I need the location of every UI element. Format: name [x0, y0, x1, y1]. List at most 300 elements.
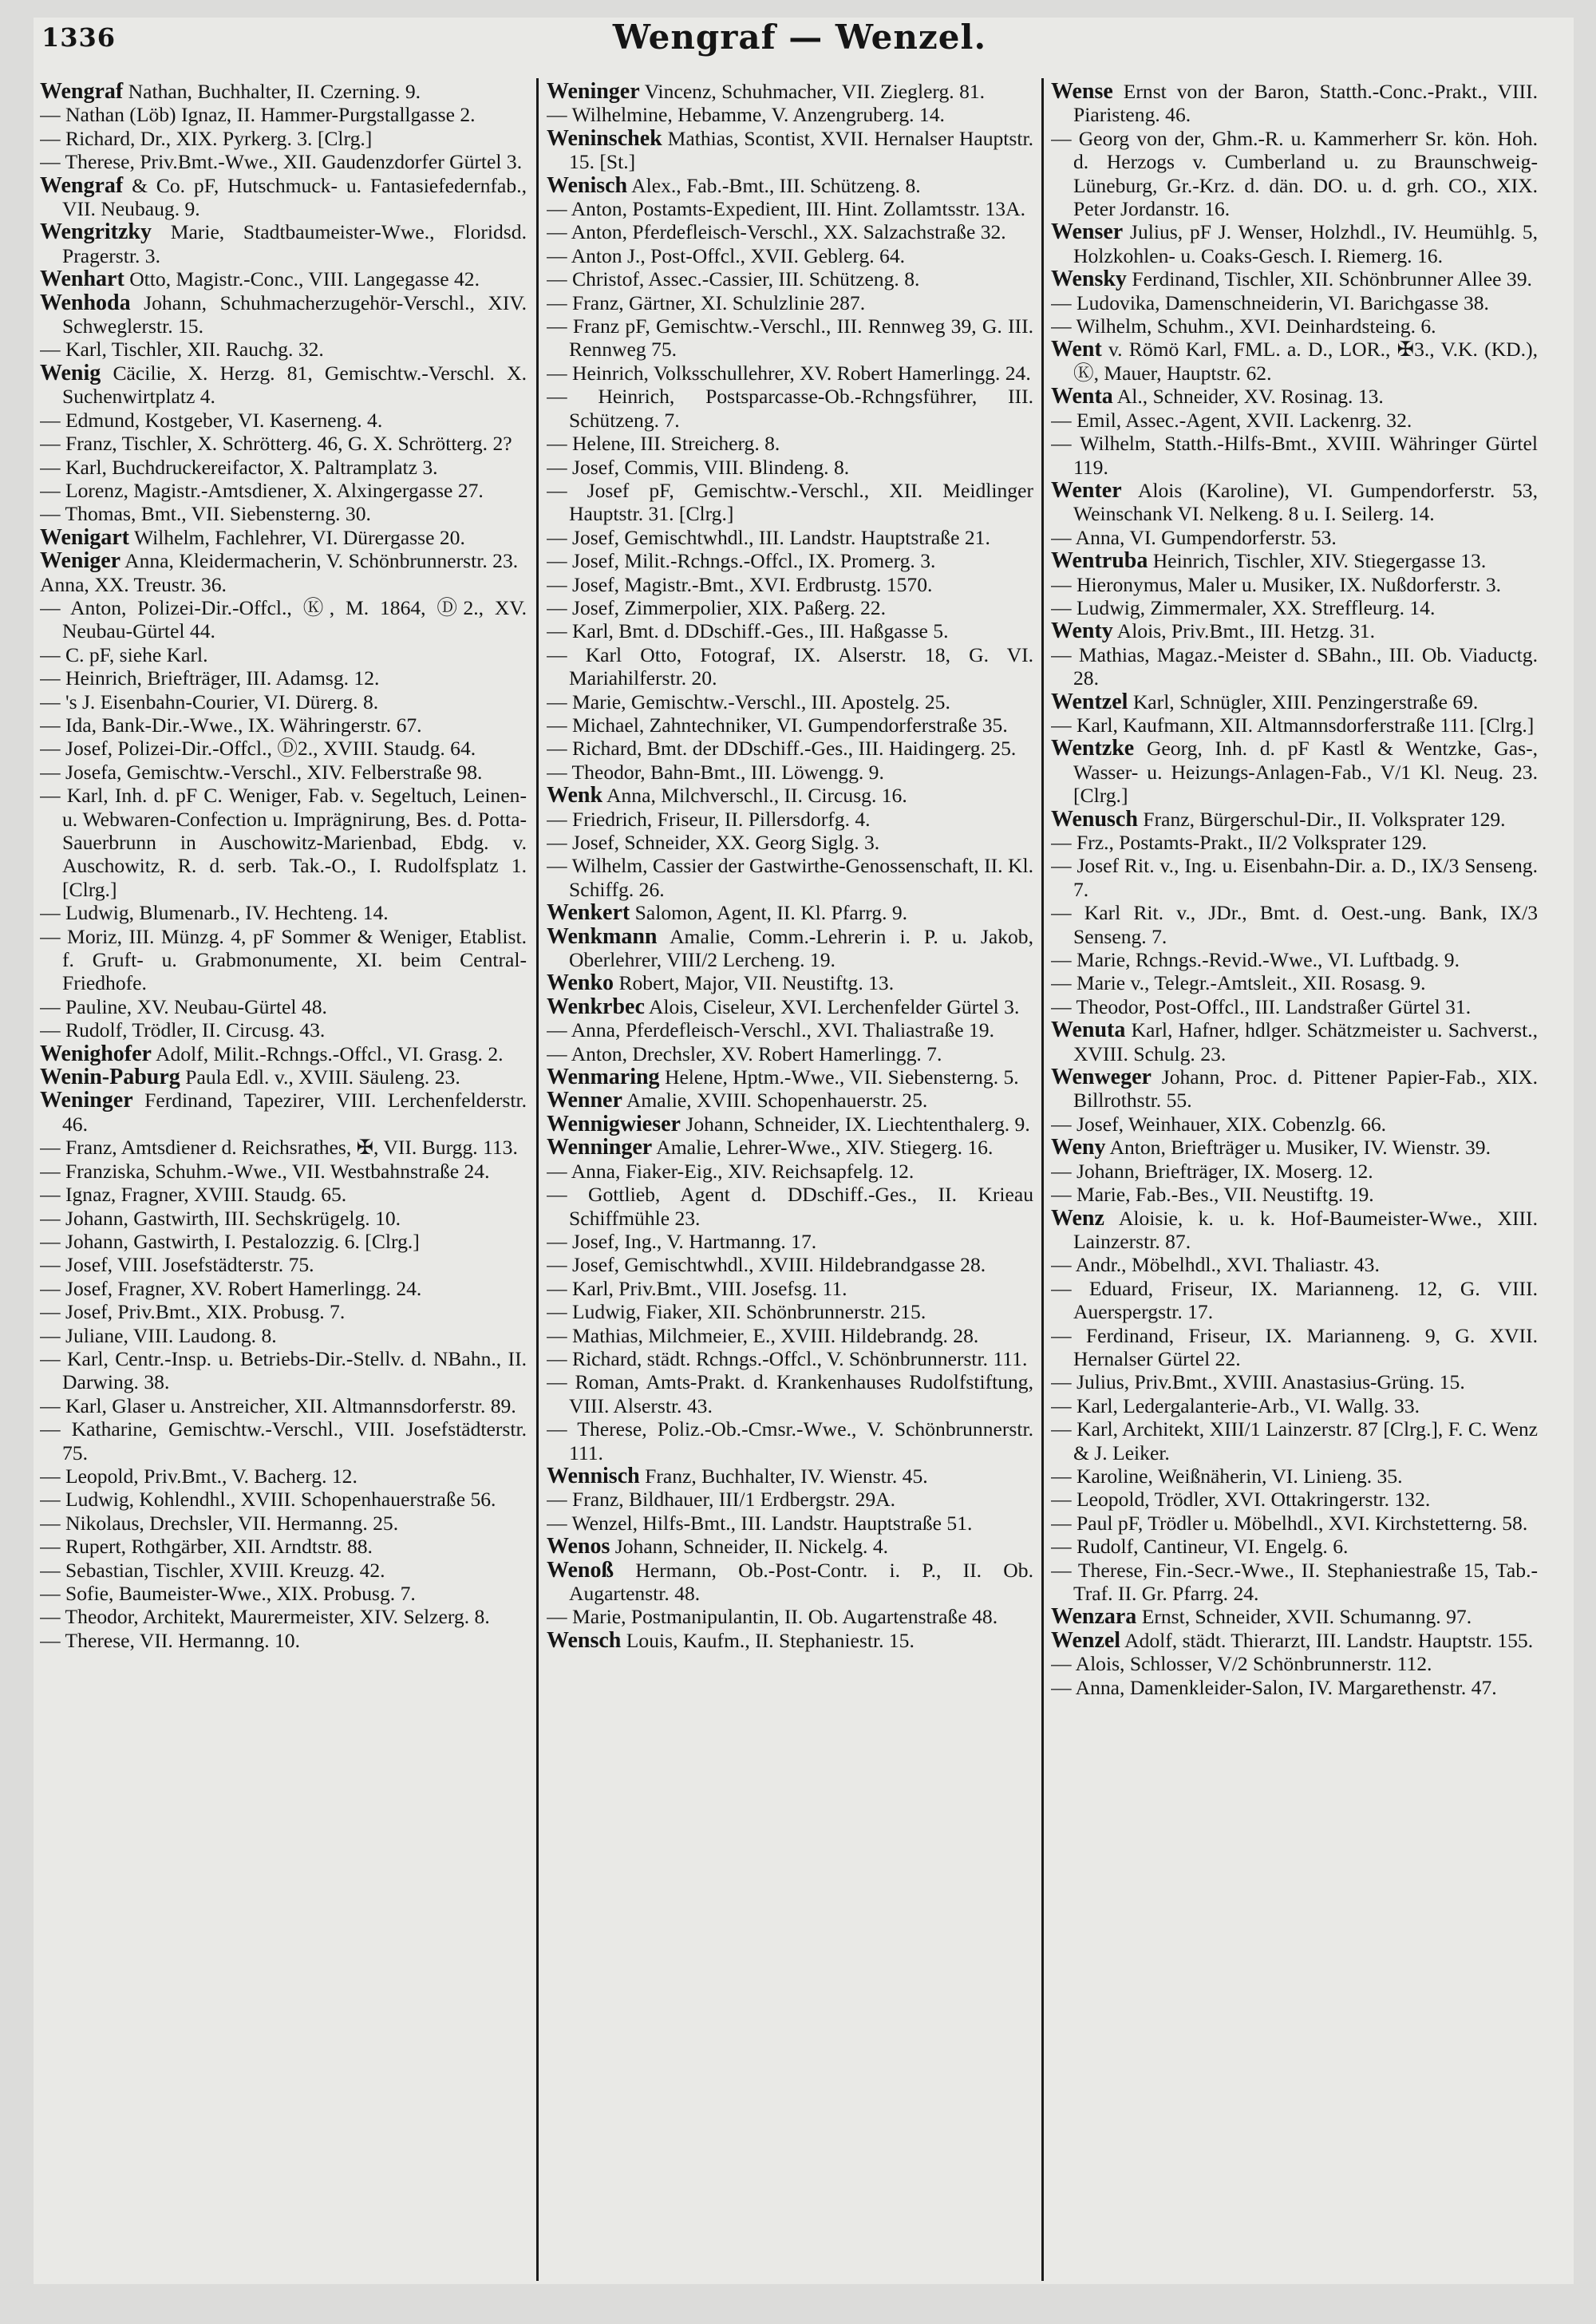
directory-entry: [40, 479, 527, 502]
directory-entry: [1051, 1183, 1538, 1206]
directory-entry: [1051, 291, 1538, 314]
entry-text: — Paul pF, Trödler u. Möbelhdl., XVI. Kirchstetterng. 58.: [1051, 1511, 1528, 1535]
entry-text: — Anton J., Post-Offcl., XVII. Geblerg. 64.: [547, 243, 906, 267]
directory-entry: [547, 1559, 1033, 1606]
entry-text: Louis, Kaufm., II. Stephaniestr. 15.: [626, 1628, 915, 1652]
entry-text: Wilhelm, Fachlehrer, VI. Dürergasse 20.: [133, 525, 465, 549]
directory-entry: [547, 1183, 1033, 1230]
directory-entry: [547, 1136, 1033, 1159]
entry-surname: Wenighofer: [40, 1041, 152, 1066]
directory-entry: [1051, 432, 1538, 479]
entry-text: — Lorenz, Magistr.-Amtsdiener, X. Alxingergasse 27.: [40, 478, 484, 502]
directory-entry: [547, 1160, 1033, 1183]
entry-text: — Franziska, Schuhm.-Wwe., VII. Westbahnstraße 24.: [40, 1159, 490, 1183]
directory-entry: [40, 925, 527, 995]
directory-entry: [1051, 831, 1538, 854]
entry-text: Anna, Milchverschl., II. Circusg. 16.: [606, 784, 907, 808]
entry-text: Alois (Karoline), VI. Gumpendorferstr. 53, Weinschank VI. Nelkeng. 8 u. I. Seilerg. 14.: [1073, 478, 1538, 526]
entry-text: v. Römö Karl, FML. a. D., LOR., ✠3., V.K. (KD.), Ⓚ, Mauer, Hauptstr. 62.: [1073, 338, 1538, 385]
directory-entry: [547, 619, 1033, 642]
entry-text: — Theodor, Bahn-Bmt., III. Löwengg. 9.: [547, 760, 884, 784]
entry-text: — Leopold, Priv.Bmt., V. Bacherg. 12.: [40, 1464, 358, 1488]
entry-text: — Anna, Fiaker-Eig., XIV. Reichsapfelg. 12.: [547, 1159, 915, 1183]
directory-entry: [40, 1559, 527, 1582]
directory-entry: [40, 1512, 527, 1535]
directory-entry: [547, 808, 1033, 831]
directory-entry: [1051, 1652, 1538, 1675]
entry-text: — Gottlieb, Agent d. DDschiff.-Ges., II. Krieau Schiffmühle 23.: [547, 1183, 1033, 1230]
entry-text: — Anton, Drechsler, XV. Robert Hamerlingg. 7.: [547, 1041, 942, 1065]
directory-entry: [547, 1300, 1033, 1323]
directory-entry: [547, 713, 1033, 737]
column-1: [40, 80, 527, 2279]
directory-entry: [1051, 1277, 1538, 1324]
entry-surname: Wenoß: [547, 1557, 614, 1583]
entry-text: — Wilhelm, Schuhm., XVI. Deinhardsteing. 6.: [1051, 314, 1436, 338]
entry-text: — Wilhelm, Statth.-Hilfs-Bmt., XVIII. Währinger Gürtel 119.: [1051, 432, 1538, 479]
entry-text: — Josefa, Gemischtw.-Verschl., XIV. Felberstraße 98.: [40, 760, 483, 784]
entry-surname: Wengraf: [40, 80, 124, 104]
directory-entry: [1051, 808, 1538, 831]
directory-entry: [40, 1277, 527, 1300]
entry-text: — Heinrich, Briefträger, III. Adamsg. 12.: [40, 666, 380, 690]
entry-text: — Karoline, Weißnäherin, VI. Linieng. 35.: [1051, 1464, 1403, 1488]
directory-entry: [40, 174, 527, 221]
entry-text: — Theodor, Architekt, Maurermeister, XIV. Selzerg. 8.: [40, 1605, 490, 1629]
entry-text: — Josef, Magistr.-Bmt., XVI. Erdbrustg. 1570.: [547, 572, 933, 596]
entry-surname: Wenkmann: [547, 923, 658, 949]
directory-entry: [547, 971, 1033, 994]
entry-surname: Wengraf: [40, 172, 124, 198]
directory-entry: [1051, 409, 1538, 432]
entry-text: Johann, Schuhmacherzugehör-Verschl., XIV. Schweglerstr. 15.: [62, 290, 527, 338]
entry-text: — Edmund, Kostgeber, VI. Kaserneng. 4.: [40, 408, 383, 432]
directory-entry: [547, 1417, 1033, 1464]
column-2: [547, 80, 1033, 2279]
entry-text: — Georg von der, Ghm.-R. u. Kammerherr Sr. kön. Hoh. d. Herzogs v. Cumberland u. zu Braunschweig-Lüneburg, Gr.-Krz. d. dän. DO. u. d. grh. CO., XIX. Peter Jordanstr. 16.: [1051, 126, 1538, 221]
entry-text: — Heinrich, Volksschullehrer, XV. Robert Hamerlingg. 24.: [547, 361, 1031, 385]
directory-entry: [1051, 314, 1538, 338]
directory-entry: [40, 1582, 527, 1605]
entry-text: Karl, Hafner, hdlger. Schätzmeister u. Sachverst., XVIII. Schulg. 23.: [1073, 1018, 1538, 1065]
directory-entry: [547, 690, 1033, 713]
entry-text: Adolf, städt. Thierarzt, III. Landstr. Hauptstr. 155.: [1124, 1628, 1534, 1652]
directory-entry: [1051, 573, 1538, 596]
entry-surname: Wenzara: [1051, 1604, 1137, 1630]
directory-entry: [40, 502, 527, 525]
directory-entry: [547, 1253, 1033, 1276]
directory-entry: [1051, 267, 1538, 290]
entry-text: Helene, Hptm.-Wwe., VII. Siebensterng. 5.: [664, 1065, 1019, 1089]
directory-entry: [547, 526, 1033, 549]
directory-entry: [547, 1324, 1033, 1347]
directory-entry: [547, 456, 1033, 479]
entry-text: Amalie, XVIII. Schopenhauerstr. 25.: [626, 1089, 928, 1113]
entry-text: — Therese, Fin.-Secr.-Wwe., II. Stephaniestraße 15, Tab.-Traf. II. Gr. Pfarrg. 24.: [1051, 1558, 1538, 1605]
entry-text: — Josef, Ing., V. Hartmanng. 17.: [547, 1229, 817, 1253]
page-header: [41, 18, 1558, 75]
entry-text: — Marie, Rchngs.-Revid.-Wwe., VI. Luftbadg. 9.: [1051, 948, 1460, 972]
directory-entry: [547, 1277, 1033, 1300]
entry-surname: Wenmaring: [547, 1065, 660, 1090]
entry-text: — Josef, Priv.Bmt., XIX. Probusg. 7.: [40, 1300, 346, 1324]
entry-text: Otto, Magistr.-Conc., VIII. Langegasse 42.: [129, 267, 480, 291]
entry-text: — Richard, städt. Rchngs.-Offcl., V. Schönbrunnerstr. 111.: [547, 1346, 1028, 1370]
directory-entry: [40, 220, 527, 267]
directory-entry: [40, 338, 527, 361]
entry-text: — Karl Rit. v., JDr., Bmt. d. Oest.-ung. Bank, IX/3 Senseng. 7.: [1051, 901, 1538, 948]
entry-text: — Karl, Kaufmann, XII. Altmannsdorferstraße 111. [Clrg.]: [1051, 713, 1535, 737]
entry-text: — Rudolf, Trödler, II. Circusg. 43.: [40, 1018, 326, 1042]
entry-text: Paula Edl. v., XVIII. Säuleng. 23.: [185, 1065, 460, 1089]
directory-entry: [40, 784, 527, 901]
directory-entry: [1051, 1160, 1538, 1183]
entry-text: — Josef pF, Gemischtw.-Verschl., XII. Meidlinger Hauptstr. 31. [Clrg.]: [547, 478, 1033, 526]
entry-text: — Roman, Amts-Prakt. d. Krankenhauses Rudolfstiftung, VIII. Alserstr. 43.: [547, 1370, 1033, 1417]
column-rule: [536, 78, 539, 2281]
entry-text: — Anna, Pferdefleisch-Verschl., XVI. Thaliastraße 19.: [547, 1018, 994, 1042]
directory-entry: [40, 1324, 527, 1347]
entry-text: Alex., Fab.-Bmt., III. Schützeng. 8.: [631, 173, 921, 197]
entry-text: — Nathan (Löb) Ignaz, II. Hammer-Purgstallgasse 2.: [40, 103, 476, 127]
directory-entry: [547, 314, 1033, 362]
entry-text: — Leopold, Trödler, XVI. Ottakringerstr. 132.: [1051, 1488, 1431, 1512]
directory-entry: [547, 901, 1033, 924]
entry-text: — Friedrich, Friseur, II. Pillersdorfg. 4.: [547, 807, 871, 831]
directory-entry: [40, 127, 527, 150]
entry-text: Marie, Stadtbaumeister-Wwe., Floridsd. Pragerstr. 3.: [62, 220, 527, 267]
directory-entry: [1051, 1207, 1538, 1254]
directory-entry: [547, 1370, 1033, 1417]
entry-text: — Franz, Bildhauer, III/1 Erdbergstr. 29A.: [547, 1488, 896, 1512]
column-3: [1051, 80, 1538, 2279]
entry-text: — C. pF, siehe Karl.: [40, 642, 208, 666]
entry-text: Heinrich, Tischler, XIV. Stiegergasse 13.: [1152, 549, 1487, 573]
page-number: 1336: [41, 22, 117, 53]
directory-entry: [547, 197, 1033, 220]
entry-surname: Weninger: [40, 1088, 133, 1113]
directory-entry: [1051, 619, 1538, 642]
entry-text: — Marie, Postmanipulantin, II. Ob. Augartenstraße 48.: [547, 1605, 998, 1629]
entry-surname: Wenninger: [547, 1135, 653, 1160]
entry-text: — Ida, Bank-Dir.-Wwe., IX. Währingerstr. 67.: [40, 713, 422, 737]
entry-text: Cäcilie, X. Herzg. 81, Gemischtw.-Verschl. X. Suchenwirtplatz 4.: [62, 361, 527, 409]
directory-entry: [40, 995, 527, 1018]
entry-text: — Therese, Priv.Bmt.-Wwe., XII. Gaudenzdorfer Gürtel 3.: [40, 150, 523, 174]
entry-text: — Ferdinand, Friseur, IX. Marianneng. 9, G. XVII. Hernalser Gürtel 22.: [1051, 1323, 1538, 1370]
entry-text: — Josef Rit. v., Ing. u. Eisenbahn-Dir. a. D., IX/3 Senseng. 7.: [1051, 854, 1538, 901]
entry-text: — Karl, Architekt, XIII/1 Lainzerstr. 87 [Clrg.], F. C. Wenz & J. Leiker.: [1051, 1417, 1538, 1464]
directory-entry: [547, 1018, 1033, 1041]
entry-text: Ernst, Schneider, XVII. Schumanng. 97.: [1141, 1605, 1472, 1629]
entry-text: — Josef, Gemischtwhdl., III. Landstr. Hauptstraße 21.: [547, 525, 990, 549]
entry-text: — Josef, Schneider, XX. Georg Siglg. 3.: [547, 831, 880, 854]
entry-surname: Wenhoda: [40, 290, 131, 315]
entry-text: — Josef, Zimmerpolier, XIX. Paßerg. 22.: [547, 595, 886, 619]
entry-text: — Josef, VIII. Josefstädterstr. 75.: [40, 1253, 314, 1277]
entry-text: Hermann, Ob.-Post-Contr. i. P., II. Ob. Augartenstr. 48.: [569, 1558, 1033, 1605]
directory-entry: [40, 1089, 527, 1136]
entry-text: Julius, pF J. Wenser, Holzhdl., IV. Heumühlg. 5, Holzkohlen- u. Coaks-Gesch. I. Riemerg. 16.: [1073, 220, 1538, 267]
directory-entry: [547, 1065, 1033, 1089]
directory-entry: [547, 1113, 1033, 1136]
directory-entry: [40, 1065, 527, 1089]
entry-text: — Ludwig, Zimmermaler, XX. Streffleurg. 14.: [1051, 595, 1436, 619]
entry-surname: Wenty: [1051, 619, 1113, 644]
directory-entry: [40, 291, 527, 338]
entry-surname: Weninger: [547, 80, 640, 104]
running-title: Wengraf — Wenzel.: [612, 18, 987, 57]
entry-text: — Anton, Postamts-Expedient, III. Hint. Zollamtsstr. 13A.: [547, 197, 1025, 221]
directory-entry: [547, 127, 1033, 174]
entry-text: — Johann, Gastwirth, III. Sechskrügelg. 10.: [40, 1206, 401, 1230]
entry-surname: Wenweger: [1051, 1065, 1152, 1090]
entry-text: Anton, Briefträger u. Musiker, IV. Wienstr. 39.: [1109, 1136, 1491, 1160]
entry-text: — Franz, Gärtner, XI. Schulzlinie 287.: [547, 290, 866, 314]
entry-text: Nathan, Buchhalter, II. Czerning. 9.: [128, 80, 421, 103]
directory-entry: [40, 901, 527, 924]
directory-entry: [547, 831, 1033, 854]
entry-text: Salomon, Agent, II. Kl. Pfarrg. 9.: [634, 901, 908, 925]
directory-entry: [40, 432, 527, 455]
directory-entry: [1051, 737, 1538, 807]
entry-text: — Eduard, Friseur, IX. Marianneng. 12, G. VIII. Auerspergstr. 17.: [1051, 1276, 1538, 1324]
entry-text: Johann, Schneider, II. Nickelg. 4.: [614, 1535, 889, 1559]
directory-entry: [547, 784, 1033, 807]
entry-text: — Nikolaus, Drechsler, VII. Hermanng. 25.: [40, 1511, 399, 1535]
entry-text: — Christof, Assec.-Cassier, III. Schützeng. 8.: [547, 267, 920, 291]
entry-surname: Wenser: [1051, 219, 1124, 245]
entry-surname: Went: [1051, 337, 1102, 362]
directory-entry: [1051, 385, 1538, 408]
directory-entry: [1051, 1370, 1538, 1393]
directory-entry: [1051, 1512, 1538, 1535]
entry-surname: Wenzel: [1051, 1627, 1121, 1653]
directory-entry: [40, 1629, 527, 1652]
entry-text: — Therese, VII. Hermanng. 10.: [40, 1628, 300, 1652]
directory-entry: [40, 1136, 527, 1159]
entry-text: — Ludovika, Damenschneiderin, VI. Barichgasse 38.: [1051, 290, 1489, 314]
directory-entry: [1051, 995, 1538, 1018]
directory-entry: [1051, 854, 1538, 901]
entry-text: — Karl, Buchdruckereifactor, X. Paltramplatz 3.: [40, 455, 438, 479]
directory-entry: [1051, 338, 1538, 385]
entry-text: — Karl, Priv.Bmt., VIII. Josefsg. 11.: [547, 1276, 847, 1300]
directory-entry: [1051, 971, 1538, 994]
directory-entry: [547, 244, 1033, 267]
entry-text: — Karl, Tischler, XII. Rauchg. 32.: [40, 338, 324, 362]
entry-text: — 's J. Eisenbahn-Courier, VI. Dürerg. 8.: [40, 690, 379, 713]
directory-entry: [547, 385, 1033, 432]
entry-surname: Weninschek: [547, 125, 662, 151]
entry-text: — Ignaz, Fragner, XVIII. Staudg. 65.: [40, 1183, 347, 1207]
directory-entry: [40, 362, 527, 409]
directory-entry: [1051, 901, 1538, 948]
entry-text: — Ludwig, Fiaker, XII. Schönbrunnerstr. 215.: [547, 1300, 926, 1324]
directory-entry: [40, 1605, 527, 1628]
directory-entry: [1051, 127, 1538, 221]
directory-entry: [547, 291, 1033, 314]
directory-entry: [1051, 1559, 1538, 1606]
directory-entry: [547, 432, 1033, 455]
directory-entry: [547, 549, 1033, 572]
directory-entry: [1051, 526, 1538, 549]
directory-entry: [1051, 1417, 1538, 1464]
entry-surname: Wenko: [547, 970, 614, 996]
entry-text: Anna, XX. Treustr. 36.: [40, 572, 227, 596]
directory-entry: [547, 1605, 1033, 1628]
entry-text: — Richard, Bmt. der DDschiff.-Ges., III. Haidingerg. 25.: [547, 737, 1017, 761]
entry-text: — Wenzel, Hilfs-Bmt., III. Landstr. Hauptstraße 51.: [547, 1511, 973, 1535]
directory-entry: [1051, 220, 1538, 267]
directory-entry: [1051, 1018, 1538, 1065]
entry-text: Aloisie, k. u. k. Hof-Baumeister-Wwe., XIII. Lainzerstr. 87.: [1073, 1206, 1538, 1253]
entry-surname: Wengritzky: [40, 219, 152, 245]
directory-entry: [40, 573, 527, 596]
entry-surname: Wenin-Paburg: [40, 1065, 180, 1090]
entry-text: — Pauline, XV. Neubau-Gürtel 48.: [40, 994, 327, 1018]
directory-entry: [547, 1464, 1033, 1488]
directory-entry: [1051, 1629, 1538, 1652]
entry-surname: Wenner: [547, 1088, 622, 1113]
directory-entry: [547, 596, 1033, 619]
entry-surname: Wentzel: [1051, 689, 1128, 714]
directory-entry: [547, 854, 1033, 901]
directory-entry: [40, 713, 527, 737]
entry-surname: Wenigart: [40, 524, 129, 550]
directory-entry: [547, 220, 1033, 243]
entry-surname: Wenhart: [40, 267, 124, 292]
directory-entry: [1051, 1676, 1538, 1699]
entry-text: — Therese, Poliz.-Ob.-Cmsr.-Wwe., V. Schönbrunnerstr. 111.: [547, 1417, 1033, 1464]
entry-text: Al., Schneider, XV. Rosinag. 13.: [1116, 385, 1384, 409]
entry-text: Ernst von der Baron, Statth.-Conc.-Prakt., VIII. Piaristeng. 46.: [1073, 80, 1538, 127]
entry-surname: Wenta: [1051, 384, 1113, 409]
directory-entry: [40, 761, 527, 784]
entry-text: — Wilhelmine, Hebamme, V. Anzengruberg. 14.: [547, 103, 945, 127]
directory-entry: [40, 150, 527, 173]
entry-text: — Alois, Schlosser, V/2 Schönbrunnerstr. 112.: [1051, 1652, 1432, 1676]
directory-entry: [547, 643, 1033, 690]
directory-entry: [40, 1230, 527, 1253]
directory-entry: [1051, 80, 1538, 127]
entry-text: & Co. pF, Hutschmuck- u. Fantasiefedernfab., VII. Neubaug. 9.: [62, 173, 527, 221]
entry-text: — Thomas, Bmt., VII. Siebensterng. 30.: [40, 502, 371, 526]
entry-text: — Franz, Amtsdiener d. Reichsrathes, ✠, VII. Burgg. 113.: [40, 1136, 518, 1160]
directory-entry: [40, 409, 527, 432]
entry-text: — Josef, Milit.-Rchngs.-Offcl., IX. Promerg. 3.: [547, 549, 936, 573]
directory-entry: [1051, 1605, 1538, 1628]
entry-text: Mathias, Scontist, XVII. Hernalser Hauptstr. 15. [St.]: [569, 126, 1033, 174]
directory-entry: [1051, 713, 1538, 737]
directory-entry: [40, 103, 527, 126]
directory-entry: [1051, 643, 1538, 690]
directory-entry: [547, 737, 1033, 760]
entry-surname: Wenos: [547, 1534, 610, 1559]
directory-entry: [40, 643, 527, 666]
entry-text: — Hieronymus, Maler u. Musiker, IX. Nußdorferstr. 3.: [1051, 572, 1502, 596]
entry-text: — Michael, Zahntechniker, VI. Gumpendorferstraße 35.: [547, 713, 1008, 737]
directory-entry: [40, 1253, 527, 1276]
directory-entry: [40, 1018, 527, 1041]
entry-text: — Anna, VI. Gumpendorferstr. 53.: [1051, 525, 1337, 549]
entry-text: — Katharine, Gemischtw.-Verschl., VIII. Josefstädterstr. 75.: [40, 1417, 527, 1464]
entry-surname: Wenter: [1051, 477, 1122, 503]
entry-text: — Mathias, Magaz.-Meister d. SBahn., III. Ob. Viaductg. 28.: [1051, 642, 1538, 690]
directory-entry: [1051, 1488, 1538, 1511]
entry-text: — Mathias, Milchmeier, E., XVIII. Hildebrandg. 28.: [547, 1323, 979, 1347]
entry-surname: Wenisch: [547, 172, 628, 198]
entry-text: — Karl, Bmt. d. DDschiff.-Ges., III. Haßgasse 5.: [547, 619, 949, 643]
entry-text: Alois, Priv.Bmt., III. Hetzg. 31.: [1116, 619, 1375, 643]
entry-surname: Weniger: [40, 548, 121, 574]
entry-text: Georg, Inh. d. pF Kastl & Wentzke, Gas-, Wasser- u. Heizungs-Anlagen-Fab., V/1 Kl. Neug. 23. [Clrg.]: [1073, 737, 1538, 808]
entry-text: Franz, Buchhalter, IV. Wienstr. 45.: [645, 1464, 928, 1488]
directory-entry: [40, 1394, 527, 1417]
directory-entry: [547, 761, 1033, 784]
entry-text: — Josef, Weinhauer, XIX. Cobenzlg. 66.: [1051, 1112, 1387, 1136]
directory-entry: [547, 103, 1033, 126]
entry-text: Ferdinand, Tischler, XII. Schönbrunner Allee 39.: [1132, 267, 1532, 291]
directory-entry: [1051, 948, 1538, 971]
directory-entry: [40, 1417, 527, 1464]
entry-surname: Wentzke: [1051, 736, 1135, 761]
entry-text: — Karl, Centr.-Insp. u. Betriebs-Dir.-Stellv. d. NBahn., II. Darwing. 38.: [40, 1346, 527, 1394]
entry-surname: Wenkert: [547, 900, 630, 926]
entry-surname: Wentruba: [1051, 548, 1148, 574]
entry-text: — Karl, Ledergalanterie-Arb., VI. Wallg. 33.: [1051, 1393, 1420, 1417]
directory-entry: [40, 526, 527, 549]
directory-entry: [547, 174, 1033, 197]
entry-surname: Wennisch: [547, 1463, 640, 1488]
entry-surname: Weny: [1051, 1135, 1106, 1160]
entry-text: — Ludwig, Kohlendhl., XVIII. Schopenhauerstraße 56.: [40, 1488, 496, 1512]
entry-surname: Wenusch: [1051, 806, 1138, 832]
directory-entry: [40, 549, 527, 572]
directory-entry: [1051, 549, 1538, 572]
entry-text: — Karl, Glaser u. Anstreicher, XII. Altmannsdorferstr. 89.: [40, 1393, 516, 1417]
entry-text: — Wilhelm, Cassier der Gastwirthe-Genossenschaft, II. Kl. Schiffg. 26.: [547, 854, 1033, 901]
entry-text: — Franz, Tischler, X. Schrötterg. 46, G. X. Schrötterg. 2?: [40, 432, 512, 456]
directory-entry: [40, 1535, 527, 1558]
directory-entry: [547, 362, 1033, 385]
entry-text: Karl, Schnügler, XIII. Penzingerstraße 69.: [1132, 690, 1479, 713]
entry-text: Alois, Ciseleur, XVI. Lerchenfelder Gürtel 3.: [648, 994, 1020, 1018]
directory-entry: [1051, 1136, 1538, 1159]
entry-surname: Wense: [1051, 80, 1113, 104]
entry-text: — Rudolf, Cantineur, VI. Engelg. 6.: [1051, 1535, 1349, 1559]
entry-text: — Theodor, Post-Offcl., III. Landstraßer Gürtel 31.: [1051, 994, 1472, 1018]
directory-entry: [40, 1207, 527, 1230]
directory-entry: [40, 1300, 527, 1323]
directory-entry: [40, 1042, 527, 1065]
entry-text: — Franz pF, Gemischtw.-Verschl., III. Rennweg 39, G. III. Rennweg 75.: [547, 314, 1033, 362]
entry-text: Anna, Kleidermacherin, V. Schönbrunnerstr. 23.: [124, 549, 519, 573]
directory-entry: [547, 995, 1033, 1018]
entry-text: — Heinrich, Postsparcasse-Ob.-Rchngsführer, III. Schützeng. 7.: [547, 385, 1033, 432]
directory-entry: [40, 737, 527, 760]
entry-text: Johann, Schneider, IX. Liechtenthalerg. 9.: [685, 1112, 1030, 1136]
directory-entry: [1051, 479, 1538, 526]
directory-entry: [547, 1629, 1033, 1652]
directory-entry: [40, 596, 527, 643]
entry-surname: Wensch: [547, 1627, 622, 1653]
entry-surname: Wenk: [547, 783, 603, 808]
entry-text: — Josef, Gemischtwhdl., XVIII. Hildebrandgasse 28.: [547, 1253, 986, 1277]
entry-text: — Marie v., Telegr.-Amtsleit., XII. Rosasg. 9.: [1051, 971, 1426, 995]
entry-text: — Sebastian, Tischler, XVIII. Kreuzg. 42.: [40, 1558, 385, 1582]
entry-surname: Wenkrbec: [547, 994, 645, 1019]
